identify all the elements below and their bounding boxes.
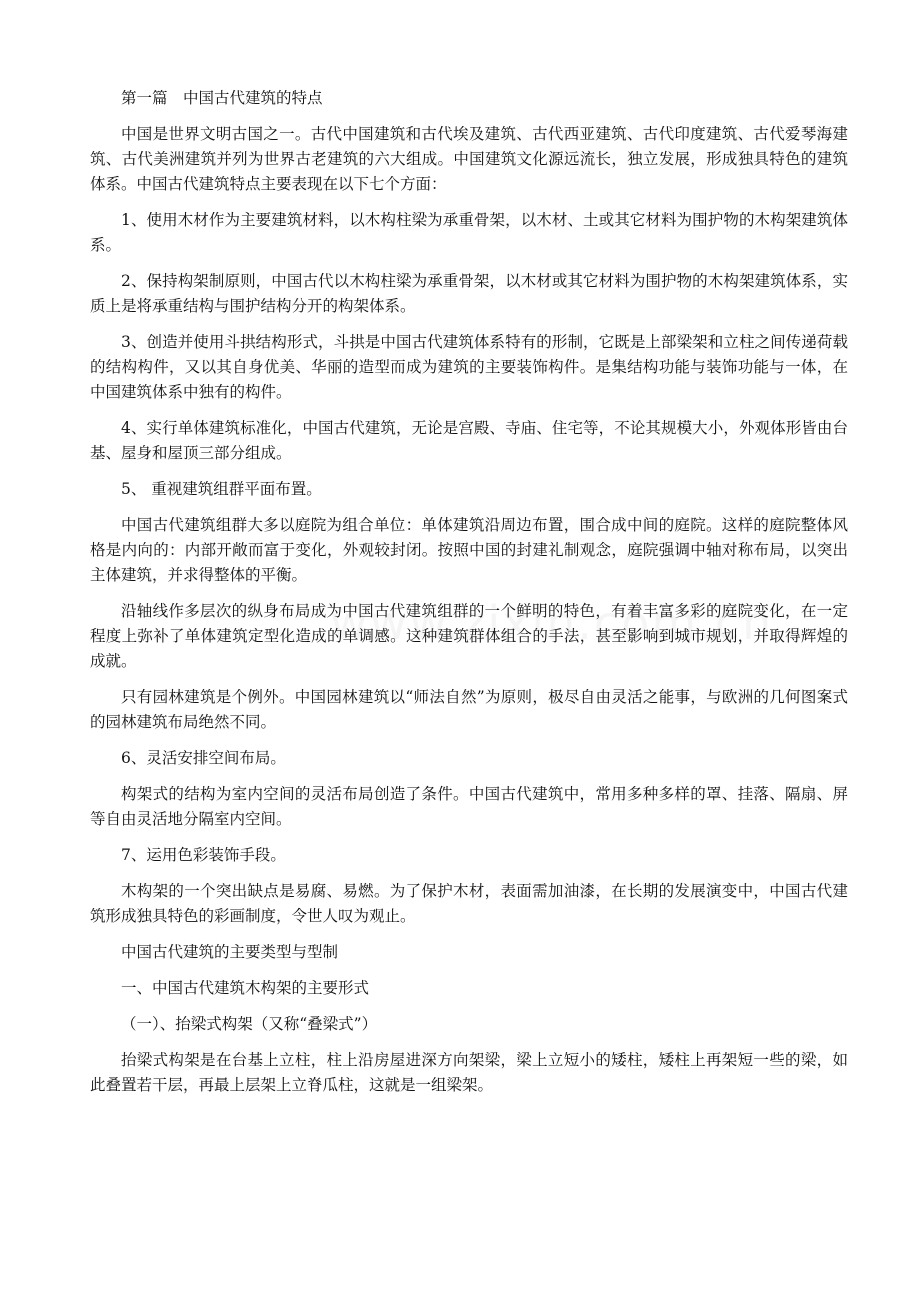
feature-item-7: 7、运用色彩装饰手段。 bbox=[121, 846, 286, 864]
axis-layout-paragraph: 沿轴线作多层次的纵身布局成为中国古代建筑组群的一个鲜明的特色，有着丰富多彩的庭院变化，在一定程度上弥补了单体建筑定型化造成的单调感。这种建筑群体组合的手法，甚至影响到城市规划，并取得辉煌的成就。 bbox=[90, 602, 848, 670]
document-page bbox=[90, 86, 848, 1109]
feature-item-3: 3、创造并使用斗拱结构形式，斗拱是中国古代建筑体系特有的形制，它既是上部梁架和立柱之间传递荷载的结构构件，又以其自身优美、华丽的造型而成为建筑的主要装饰构件。是集结构功能与装饰功能与一体，在中国建筑体系中独有的构件。 bbox=[90, 333, 848, 401]
color-decoration-paragraph: 木构架的一个突出缺点是易腐、易燃。为了保护木材，表面需加油漆，在长期的发展演变中，中国古代建筑形成独具特色的彩画制度，令世人叹为观止。 bbox=[90, 882, 848, 925]
subsection-title: 中国古代建筑的主要类型与型制 bbox=[121, 943, 339, 961]
feature-item-4: 4、实行单体建筑标准化，中国古代建筑，无论是宫殿、寺庙、住宅等，不论其规模大小，外观体形皆由台基、屋身和屋顶三部分组成。 bbox=[90, 419, 848, 462]
section-title: 第一篇 中国古代建筑的特点 bbox=[121, 89, 323, 107]
feature-item-1: 1、使用木材作为主要建筑材料，以木构柱梁为承重骨架，以木材、土或其它材料为围护物的木构架建筑体系。 bbox=[90, 211, 848, 254]
feature-item-2: 2、保持构架制原则，中国古代以木构柱梁为承重骨架，以木材或其它材料为围护物的木构架建筑体系，实质上是将承重结构与围护结构分开的构架体系。 bbox=[90, 272, 848, 315]
heading-level-1: 一、中国古代建筑木构架的主要形式 bbox=[121, 979, 370, 997]
courtyard-paragraph: 中国古代建筑组群大多以庭院为组合单位：单体建筑沿周边布置，围合成中间的庭院。这样的庭院整体风格是内向的：内部开敞而富于变化，外观较封闭。按照中国的封建礼制观念，庭院强调中轴对称布局，以突出主体建筑，并求得整体的平衡。 bbox=[90, 516, 848, 584]
feature-item-6: 6、灵活安排空间布局。 bbox=[121, 749, 286, 767]
intro-paragraph: 中国是世界文明古国之一。古代中国建筑和古代埃及建筑、古代西亚建筑、古代印度建筑、古代爱琴海建筑、古代美洲建筑并列为世界古老建筑的六大组成。中国建筑文化源远流长，独立发展，形成独具特色的建筑体系。中国古代建筑特点主要表现在以下七个方面： bbox=[90, 125, 848, 193]
space-layout-paragraph: 构架式的结构为室内空间的灵活布局创造了条件。中国古代建筑中，常用多种多样的罩、挂落、隔扇、屏等自由灵活地分隔室内空间。 bbox=[90, 785, 848, 828]
beam-frame-paragraph: 抬梁式构架是在台基上立柱，柱上沿房屋进深方向架梁，梁上立短小的矮柱，矮柱上再架短一些的梁，如此叠置若干层，再最上层架上立脊瓜柱，这就是一组梁架。 bbox=[90, 1051, 848, 1094]
garden-paragraph: 只有园林建筑是个例外。中国园林建筑以“师法自然”为原则，极尽自由灵活之能事，与欧洲的几何图案式的园林建筑布局绝然不同。 bbox=[90, 688, 848, 731]
feature-item-5: 5、 重视建筑组群平面布置。 bbox=[121, 480, 322, 498]
heading-level-2: （一）、抬梁式构架（又称“叠梁式”） bbox=[121, 1015, 378, 1033]
